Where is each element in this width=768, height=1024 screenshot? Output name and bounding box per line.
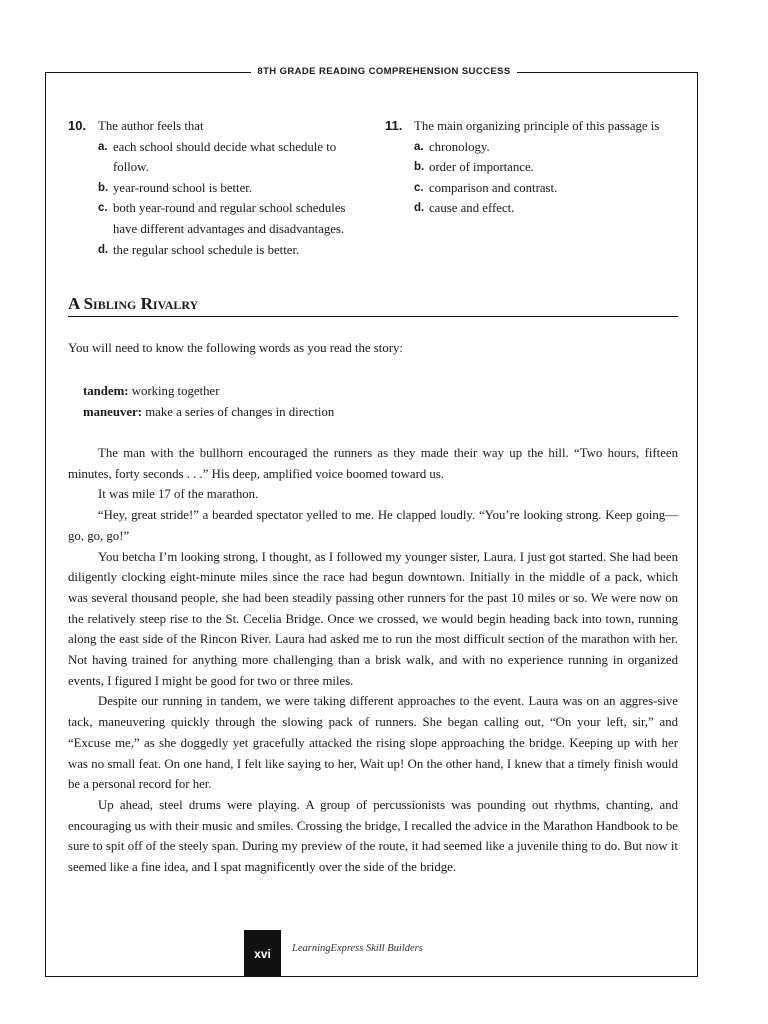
answer-option — [98, 240, 368, 261]
vocab-definition: make a series of changes in direction — [145, 404, 335, 419]
option-letter: b. — [98, 181, 109, 194]
answer-option — [98, 178, 368, 199]
question-number: 10. — [68, 118, 87, 133]
vocab-definition: working together — [131, 384, 220, 398]
vocab-term: maneuver: — [83, 404, 142, 419]
question-stem: The main organizing principle of this passage is — [414, 119, 660, 133]
question-11 — [385, 116, 685, 219]
vocab-term: tandem: — [83, 384, 129, 398]
story-body — [68, 443, 678, 878]
option-letter: c. — [414, 181, 424, 194]
story-paragraph: “Hey, great stride!” a bearded spectator yelled to me. He clapped loudly. “You’re looking strong. Keep going—go, go, go!” — [68, 508, 678, 543]
answer-option — [414, 157, 685, 178]
story-paragraph: It was mile 17 of the marathon. — [98, 487, 259, 502]
option-text: year-round school is better. — [113, 180, 253, 195]
answer-option — [414, 178, 685, 199]
option-text: comparison and contrast. — [429, 180, 558, 195]
answer-option — [98, 198, 368, 239]
answer-option — [414, 137, 685, 158]
option-letter: d. — [98, 243, 109, 256]
option-letter: d. — [414, 202, 425, 215]
option-text: cause and effect. — [429, 201, 515, 216]
option-text: both year-round and regular school schedules have different advantages and disadvantages. — [113, 201, 346, 236]
story-paragraph: Up ahead, steel drums were playing. A group of percussionists was pounding out rhythms, chanting, and encouraging us with their music and smiles. Crossing the bridge, I recalled the advice in the Marathon Handbook to be sure to spit off of the steely span. During my preview of the route, it had seemed like a juvenile thing to do. But now it seemed like a fine idea, and I spat magnificently over the side of the bridge. — [68, 797, 678, 875]
vocab-item — [83, 381, 334, 402]
option-letter: b. — [414, 161, 425, 174]
option-text: each school should decide what schedule to follow. — [113, 139, 337, 175]
vocab-intro: You will need to know the following words as you read the story: — [68, 341, 403, 355]
footer-brand: LearningExpress Skill Builders — [292, 943, 423, 954]
option-letter: a. — [414, 140, 424, 153]
vocab-item — [83, 402, 334, 423]
story-paragraph: Despite our running in tandem, we were taking different approaches to the event. Laura was on an aggres-sive tack, maneuvering quickly through the slowing pack of runners. She began calling out, “On your left, sir,” and “Excuse me,” as she doggedly yet gracefully attacked the rising slope approaching the bridge. Keeping up with her was no small feat. On one hand, I felt like saying to her, Wait up! On the other hand, I knew that a timely finish would be a personal record for her. — [68, 694, 678, 792]
running-header — [0, 66, 768, 77]
vocab-list — [83, 381, 334, 423]
story-paragraph: The man with the bullhorn encouraged the runners as they made their way up the hill. “Two hours, fifteen minutes, forty seconds . . .” His deep, amplified voice boomed toward us. — [68, 446, 678, 481]
page-number: xvi — [254, 946, 271, 961]
section-title: A Sibling Rivalry — [68, 294, 678, 317]
running-header-text: 8TH GRADE READING COMPREHENSION SUCCESS — [251, 66, 516, 77]
option-letter: c. — [98, 202, 108, 215]
option-text: chronology. — [429, 139, 490, 154]
question-10 — [68, 116, 368, 260]
option-text: the regular school schedule is better. — [113, 242, 300, 257]
answer-option — [98, 137, 368, 178]
answer-option — [414, 198, 685, 219]
question-number: 11. — [385, 118, 403, 133]
question-stem: The author feels that — [98, 119, 204, 133]
option-letter: a. — [98, 140, 108, 153]
option-text: order of importance. — [429, 160, 534, 175]
story-paragraph: You betcha I’m looking strong, I thought, as I followed my younger sister, Laura. I just got started. She had been diligently clocking eight-minute miles since the race had begun downtown. Initially in the middle of a pack, which was several thousand people, she had been steadily passing other runners for the past 10 miles or so. We were now on the relatively steep rise to the St. Cecelia Bridge. Once we crossed, we would begin heading back into town, running along the east side of the Rincon River. Laura had asked me to run the most difficult section of the marathon with her. Not having trained for anything more challenging than a brisk walk, and with no experience running in organized events, I figured I might be good for two or three miles. — [68, 549, 678, 688]
page-number-tab — [244, 930, 281, 977]
